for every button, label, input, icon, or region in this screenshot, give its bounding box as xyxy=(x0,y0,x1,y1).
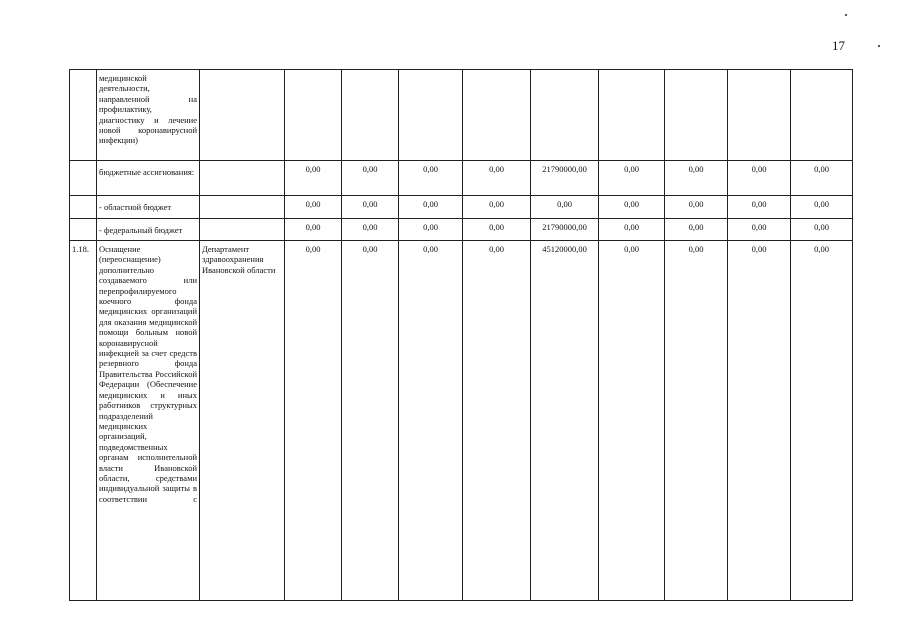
value-cell: 0,00 xyxy=(399,219,463,241)
scan-speck xyxy=(878,45,880,47)
row-description: Оснащение (переоснащение) дополнительно создаваемого или перепрофилируемого коечного фонда медицинских организаций для оказания медицинской помощи больным новой коронавирусной инфекцией за счет средств резервного фонда Правительства Российской Федерации (Обеспечение медицинских и иных работников структурных подразделений медицинских организаций, подведомственных органам исполнительной власти Ивановской области, средствами индивидуальной защиты в соответствии с xyxy=(97,241,200,601)
row-description: медицинской деятельности, направленной на профилактику, диагностику и лечение новой коронавирусной инфекции) xyxy=(97,70,200,161)
value-cell: 0,00 xyxy=(342,161,399,196)
value-cell: 0,00 xyxy=(728,161,791,196)
row-index xyxy=(70,70,97,161)
value-cell: 0,00 xyxy=(599,241,665,601)
value-cell: 0,00 xyxy=(285,196,342,219)
table-row xyxy=(70,219,853,241)
value-cell: 0,00 xyxy=(463,241,531,601)
value-cell: 0,00 xyxy=(728,241,791,601)
budget-table xyxy=(69,69,853,601)
row-index xyxy=(70,196,97,219)
value-cell: 45120000,00 xyxy=(531,241,599,601)
value-cell: 21790000,00 xyxy=(531,219,599,241)
value-cell: 0,00 xyxy=(728,196,791,219)
value-cell: 0,00 xyxy=(399,241,463,601)
value-cell xyxy=(463,70,531,161)
value-cell: 0,00 xyxy=(599,196,665,219)
value-cell: 0,00 xyxy=(342,219,399,241)
value-cell: 0,00 xyxy=(791,161,853,196)
value-cell: 0,00 xyxy=(599,161,665,196)
row-index: 1.18. xyxy=(70,241,97,601)
row-organization xyxy=(200,196,285,219)
value-cell: 0,00 xyxy=(665,161,728,196)
value-cell xyxy=(599,70,665,161)
table-row xyxy=(70,70,853,161)
value-cell: 0,00 xyxy=(285,161,342,196)
value-cell xyxy=(531,70,599,161)
value-cell xyxy=(791,70,853,161)
row-organization: Департамент здравоохранения Ивановской области xyxy=(200,241,285,601)
value-cell: 0,00 xyxy=(399,196,463,219)
row-index xyxy=(70,161,97,196)
row-organization xyxy=(200,219,285,241)
row-description: - областной бюджет xyxy=(97,196,200,219)
value-cell: 0,00 xyxy=(285,219,342,241)
table-row xyxy=(70,196,853,219)
value-cell: 21790000,00 xyxy=(531,161,599,196)
row-description: бюджетные ассигнования: xyxy=(97,161,200,196)
value-cell: 0,00 xyxy=(728,219,791,241)
value-cell: 0,00 xyxy=(665,196,728,219)
page-number: 17 xyxy=(832,38,845,53)
value-cell: 0,00 xyxy=(791,196,853,219)
row-description: - федеральный бюджет xyxy=(97,219,200,241)
value-cell xyxy=(728,70,791,161)
row-organization xyxy=(200,70,285,161)
value-cell: 0,00 xyxy=(285,241,342,601)
value-cell: 0,00 xyxy=(665,241,728,601)
value-cell: 0,00 xyxy=(665,219,728,241)
value-cell: 0,00 xyxy=(599,219,665,241)
value-cell: 0,00 xyxy=(791,241,853,601)
row-organization xyxy=(200,161,285,196)
value-cell xyxy=(399,70,463,161)
value-cell xyxy=(285,70,342,161)
value-cell: 0,00 xyxy=(463,196,531,219)
value-cell xyxy=(342,70,399,161)
row-index xyxy=(70,219,97,241)
table-row xyxy=(70,161,853,196)
value-cell: 0,00 xyxy=(531,196,599,219)
value-cell: 0,00 xyxy=(399,161,463,196)
scan-speck xyxy=(845,14,847,16)
value-cell: 0,00 xyxy=(342,196,399,219)
table-row xyxy=(70,241,853,601)
value-cell: 0,00 xyxy=(463,219,531,241)
value-cell: 0,00 xyxy=(342,241,399,601)
value-cell xyxy=(665,70,728,161)
value-cell: 0,00 xyxy=(463,161,531,196)
value-cell: 0,00 xyxy=(791,219,853,241)
